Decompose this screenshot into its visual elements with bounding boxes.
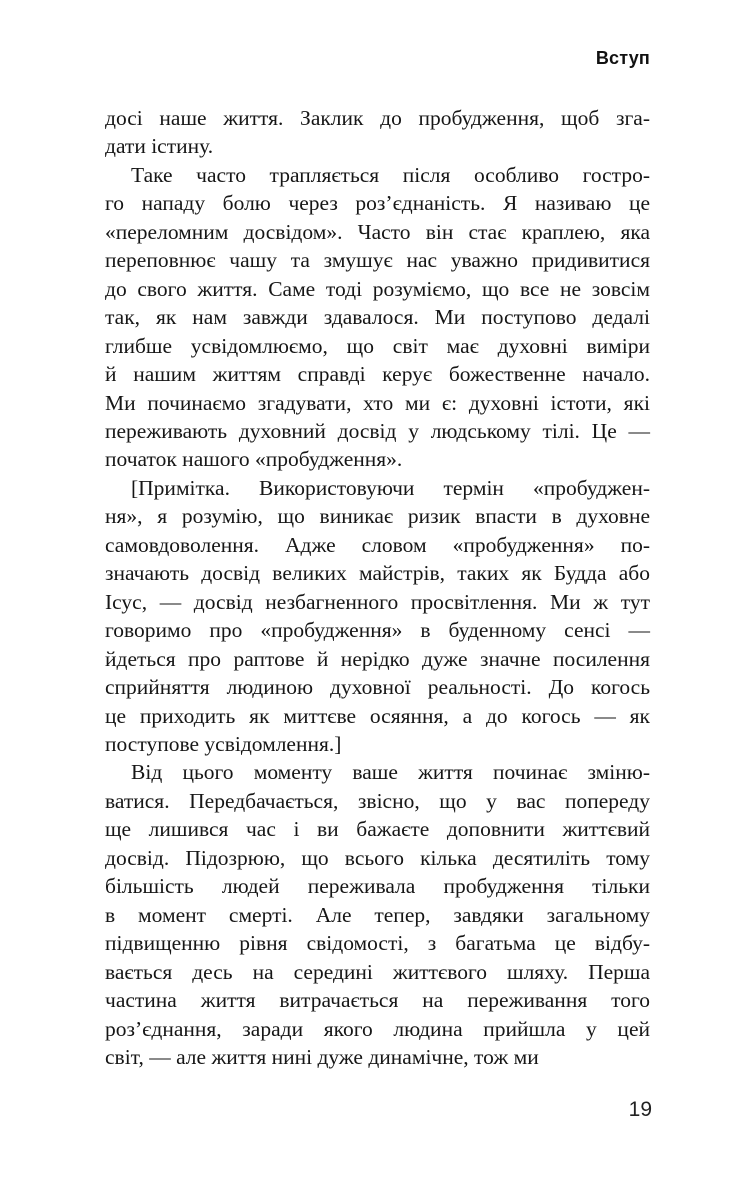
text-line: Від цього моменту ваше життя починає зміню- bbox=[131, 760, 650, 785]
text-line: [Примітка. Використовуючи термін «пробуджен- bbox=[131, 475, 650, 500]
text-line: частина життя витрачається на переживання того bbox=[105, 988, 650, 1013]
text-line: світ, — але життя нині дуже динамічне, тож ми bbox=[105, 1044, 539, 1069]
paragraph bbox=[105, 474, 650, 759]
text-line: «переломним досвідом». Часто він стає краплею, яка bbox=[105, 219, 650, 244]
text-line: ватися. Передбачається, звісно, що у вас попереду bbox=[105, 788, 650, 813]
text-line: самовдоволення. Адже словом «пробудження» по- bbox=[105, 532, 650, 557]
text-line: так, як нам завжди здавалося. Ми поступово дедалі bbox=[105, 305, 650, 330]
text-line: початок нашого «пробудження». bbox=[105, 447, 403, 472]
text-line: підвищенню рівня свідомості, з багатьма це відбу- bbox=[105, 931, 650, 956]
text-line: сприйняття людиною духовної реальності. До когось bbox=[105, 675, 650, 700]
text-line: це приходить як миттєве осяяння, а до когось — як bbox=[105, 703, 650, 728]
text-line: поступове усвідомлення.] bbox=[105, 731, 342, 756]
text-line: Ми починаємо згадувати, хто ми є: духовні істоти, які bbox=[105, 390, 650, 415]
text-line: досі наше життя. Заклик до пробудження, щоб зга- bbox=[105, 106, 650, 130]
text-line: значають досвід великих майстрів, таких як Будда або bbox=[105, 561, 650, 586]
body-text bbox=[105, 104, 650, 1071]
paragraph bbox=[105, 104, 650, 161]
text-line: дати істину. bbox=[105, 134, 214, 159]
paragraph bbox=[105, 161, 650, 474]
text-line: більшість людей переживала пробудження тільки bbox=[105, 874, 650, 899]
text-line: ще лишився час і ви бажаєте доповнити життєвий bbox=[105, 817, 650, 842]
text-line: роз’єднання, заради якого людина прийшла у цей bbox=[105, 1016, 650, 1041]
text-line: глибше усвідомлюємо, що світ має духовні виміри bbox=[105, 333, 650, 358]
text-line: вається десь на середині життєвого шляху. Перша bbox=[105, 959, 650, 984]
text-line: досвід. Підозрюю, що всього кілька десятиліть тому bbox=[105, 845, 650, 870]
text-line: переповнює чашу та змушує нас уважно придивитися bbox=[105, 248, 650, 273]
text-line: в момент смерті. Але тепер, завдяки загальному bbox=[105, 902, 650, 927]
text-line: переживають духовний досвід у людському тілі. Це — bbox=[105, 418, 650, 443]
text-line: ня», я розумію, що виникає ризик впасти в духовне bbox=[105, 504, 650, 529]
text-line: до свого життя. Саме тоді розуміємо, що все не зовсім bbox=[105, 276, 650, 301]
running-header bbox=[596, 48, 650, 69]
paragraph bbox=[105, 758, 650, 1071]
text-line: й нашим життям справді керує божественне начало. bbox=[105, 362, 650, 387]
text-line: Таке часто трапляється після особливо гостро- bbox=[131, 162, 650, 187]
page-number: 19 bbox=[628, 1098, 652, 1121]
chapter-title: Вступ bbox=[595, 48, 650, 68]
text-line: Ісус, — досвід незбагненного просвітлення. Ми ж тут bbox=[105, 589, 650, 614]
text-line: йдеться про раптове й нерідко дуже значне посилення bbox=[105, 646, 650, 671]
text-line: го нападу болю через роз’єднаність. Я називаю це bbox=[105, 191, 650, 216]
text-line: говоримо про «пробудження» в буденному сенсі — bbox=[105, 618, 650, 643]
